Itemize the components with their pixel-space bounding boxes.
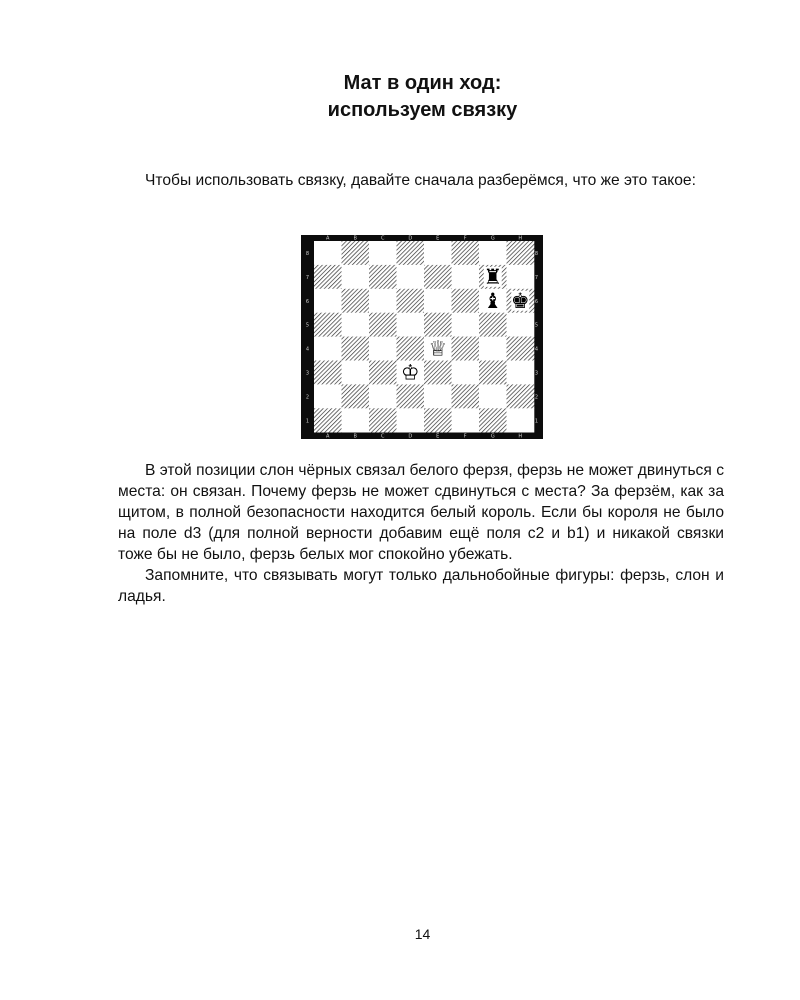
square-e3 [424,361,452,385]
file-label-c-bottom: C [381,433,385,439]
square-e2 [424,384,452,408]
square-f2 [452,384,480,408]
square-a4 [314,337,342,361]
rank-label-1-left: 1 [305,418,310,425]
square-a1 [314,408,342,432]
file-label-h-bottom: H [518,433,523,439]
page-title-line2: используем связку [327,99,518,121]
square-b5 [342,313,370,337]
black-king-icon: ♚ [510,288,530,313]
square-a7 [314,265,342,289]
square-a5 [314,313,342,337]
file-label-d-top: D [408,235,413,242]
square-c6 [369,289,397,313]
square-g3 [479,361,507,385]
white-king-icon: ♔ [400,360,420,385]
rank-label-7-left: 7 [305,274,310,281]
square-b2 [342,384,370,408]
intro-paragraph [118,170,724,191]
square-d2 [397,384,425,408]
black-rook-icon: ♜ [483,264,503,289]
square-c2 [369,384,397,408]
square-f5 [452,313,480,337]
rank-label-2-right: 2 [534,394,539,401]
square-a8 [314,241,342,265]
rank-label-7-right: 7 [534,274,539,281]
body-text [118,460,724,607]
square-b4 [342,337,370,361]
square-c1 [369,408,397,432]
intro-text: Чтобы использовать связку, давайте сначала разберёмся, что же это такое: [145,172,696,189]
square-g5 [479,313,507,337]
black-bishop-icon: ♝ [483,288,503,313]
body-paragraph-2: Запомните, что связывать могут только дальнобойные фигуры: ферзь, слон и ладья. [118,567,724,605]
file-label-g-bottom: G [490,433,495,439]
file-label-h-top: H [518,235,523,242]
square-e8 [424,241,452,265]
square-c7 [369,265,397,289]
square-b3 [342,361,370,385]
page-number: 14 [414,926,431,942]
square-a6 [314,289,342,313]
page-title [0,70,800,124]
rank-label-3-right: 3 [534,370,539,377]
square-f3 [452,361,480,385]
file-label-a-top: A [326,235,330,242]
rank-label-8-right: 8 [534,250,539,257]
square-b7 [342,265,370,289]
chess-board-diagram [301,235,543,439]
rank-label-2-left: 2 [305,394,310,401]
file-label-g-top: G [490,235,495,242]
file-label-a-bottom: A [326,433,330,439]
square-h5 [507,313,535,337]
page-title-line1: Мат в один ход: [343,72,502,94]
file-label-b-bottom: B [353,433,357,439]
rank-label-5-right: 5 [534,322,539,329]
chess-board-svg [301,235,543,439]
file-label-e-bottom: E [436,433,440,439]
rank-label-5-left: 5 [305,322,310,329]
square-a2 [314,384,342,408]
square-f6 [452,289,480,313]
square-h1 [507,408,535,432]
square-d6 [397,289,425,313]
square-f1 [452,408,480,432]
rank-label-4-right: 4 [534,346,539,353]
square-d8 [397,241,425,265]
square-h4 [507,337,535,361]
square-g4 [479,337,507,361]
file-label-b-top: B [353,235,357,242]
square-d7 [397,265,425,289]
square-h2 [507,384,535,408]
square-a3 [314,361,342,385]
body-paragraph-1: В этой позиции слон чёрных связал белого ферзя, ферзь не может двинуться с места: он связан. Почему ферзь не может сдвинуться с места? За ферзём, как за щитом, в полной безопасности находится белый король. Если бы короля не было на поле d3 (для полной верности добавим ещё поля c2 и b1) и никакой связки тоже бы не было, ферзь белых мог спокойно убежать. [118,462,724,563]
square-d1 [397,408,425,432]
square-b8 [342,241,370,265]
square-d4 [397,337,425,361]
file-label-d-bottom: D [408,433,413,439]
square-b1 [342,408,370,432]
square-e6 [424,289,452,313]
square-h8 [507,241,535,265]
file-label-e-top: E [436,235,440,242]
square-g1 [479,408,507,432]
square-g2 [479,384,507,408]
file-label-c-top: C [381,235,385,242]
square-g8 [479,241,507,265]
square-h3 [507,361,535,385]
file-label-f-top: F [463,235,467,242]
square-c5 [369,313,397,337]
square-f4 [452,337,480,361]
square-e7 [424,265,452,289]
square-f8 [452,241,480,265]
square-c3 [369,361,397,385]
rank-label-3-left: 3 [305,370,310,377]
white-queen-icon: ♕ [428,336,448,361]
square-b6 [342,289,370,313]
square-f7 [452,265,480,289]
rank-label-8-left: 8 [305,250,310,257]
square-c4 [369,337,397,361]
rank-label-4-left: 4 [305,346,310,353]
rank-label-6-right: 6 [534,298,539,305]
square-c8 [369,241,397,265]
square-h7 [507,265,535,289]
rank-label-6-left: 6 [305,298,310,305]
file-label-f-bottom: F [463,433,467,439]
square-e1 [424,408,452,432]
square-e5 [424,313,452,337]
square-d5 [397,313,425,337]
rank-label-1-right: 1 [534,418,539,425]
